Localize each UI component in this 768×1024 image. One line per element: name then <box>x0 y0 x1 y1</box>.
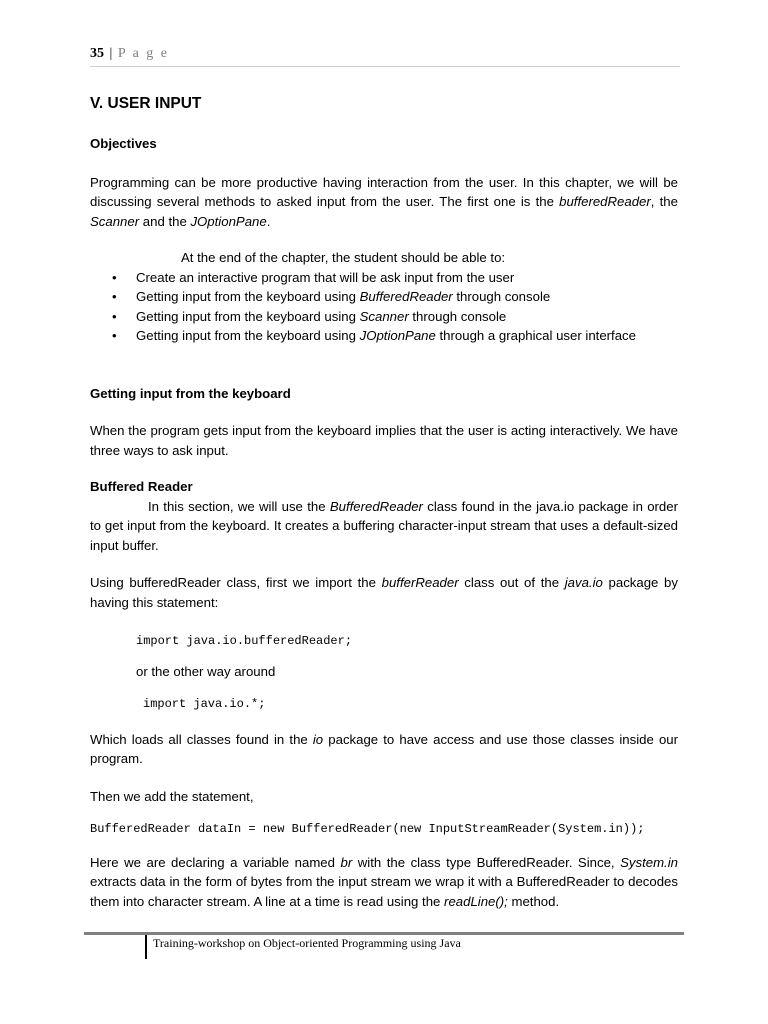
declare-paragraph: Here we are declaring a variable named br with the class type BufferedReader. Since, System.in extracts data in the form of bytes from the input stream we wrap it with a BufferedReader to decodes them into character stream. A line at a time is read using the readLine(); method. <box>90 854 678 909</box>
list-item: • Getting input from the keyboard using Scanner through console <box>90 307 678 327</box>
page-label: P a g e <box>117 46 170 61</box>
bullet-icon: • <box>112 289 117 304</box>
code-import-bufferedreader: import java.io.bufferedReader; <box>136 634 353 648</box>
loads-paragraph: Which loads all classes found in the io package to have access and use those classes inside our program. <box>90 731 678 766</box>
buffered-reader-paragraph: In this section, we will use the BufferedReader class found in the java.io package in order to get input from the keyboard. It creates a buffering character-input stream that uses a default-sized input buffer. <box>90 498 678 553</box>
keyboard-paragraph: When the program gets input from the keyboard implies that the user is acting interactively. We have three ways to ask input. <box>90 423 678 458</box>
header-separator: | <box>109 46 113 61</box>
end-statement: At the end of the chapter, the student should be able to: <box>181 250 506 265</box>
page-content <box>90 94 678 911</box>
keyboard-heading: Getting input from the keyboard <box>90 385 291 401</box>
footer-vertical-rule <box>145 935 147 959</box>
footer-divider <box>84 932 684 935</box>
page-number: 35 <box>90 46 104 61</box>
import-paragraph: Using bufferedReader class, first we import the bufferReader class out of the java.io package by having this statement: <box>90 575 678 610</box>
buffered-reader-heading: Buffered Reader <box>90 479 193 494</box>
bullet-icon: • <box>112 328 117 343</box>
or-text: or the other way around <box>136 663 276 679</box>
then-text: Then we add the statement, <box>90 788 254 804</box>
bullet-icon: • <box>112 269 117 285</box>
list-item: • Getting input from the keyboard using BufferedReader through console <box>90 287 678 307</box>
objectives-heading: Objectives <box>90 136 157 151</box>
objectives-list <box>90 268 678 346</box>
page-header <box>90 46 680 67</box>
code-import-all: import java.io.*; <box>143 697 266 711</box>
code-bufferedreader-declaration: BufferedReader dataIn = new BufferedReader(new InputStreamReader(System.in)); <box>90 822 645 836</box>
list-item: • Create an interactive program that will be ask input from the user <box>90 268 678 288</box>
footer-title: Training-workshop on Object-oriented Programming using Java <box>153 936 461 950</box>
list-item: • Getting input from the keyboard using JOptionPane through a graphical user interface <box>90 326 678 346</box>
intro-paragraph: Programming can be more productive having interaction from the user. In this chapter, we will be discussing several methods to asked input from the user. The first one is the bufferedReader, the Scanner and the JOptionPane. <box>90 174 678 229</box>
bullet-icon: • <box>112 308 117 324</box>
chapter-title: V. USER INPUT <box>90 95 202 112</box>
